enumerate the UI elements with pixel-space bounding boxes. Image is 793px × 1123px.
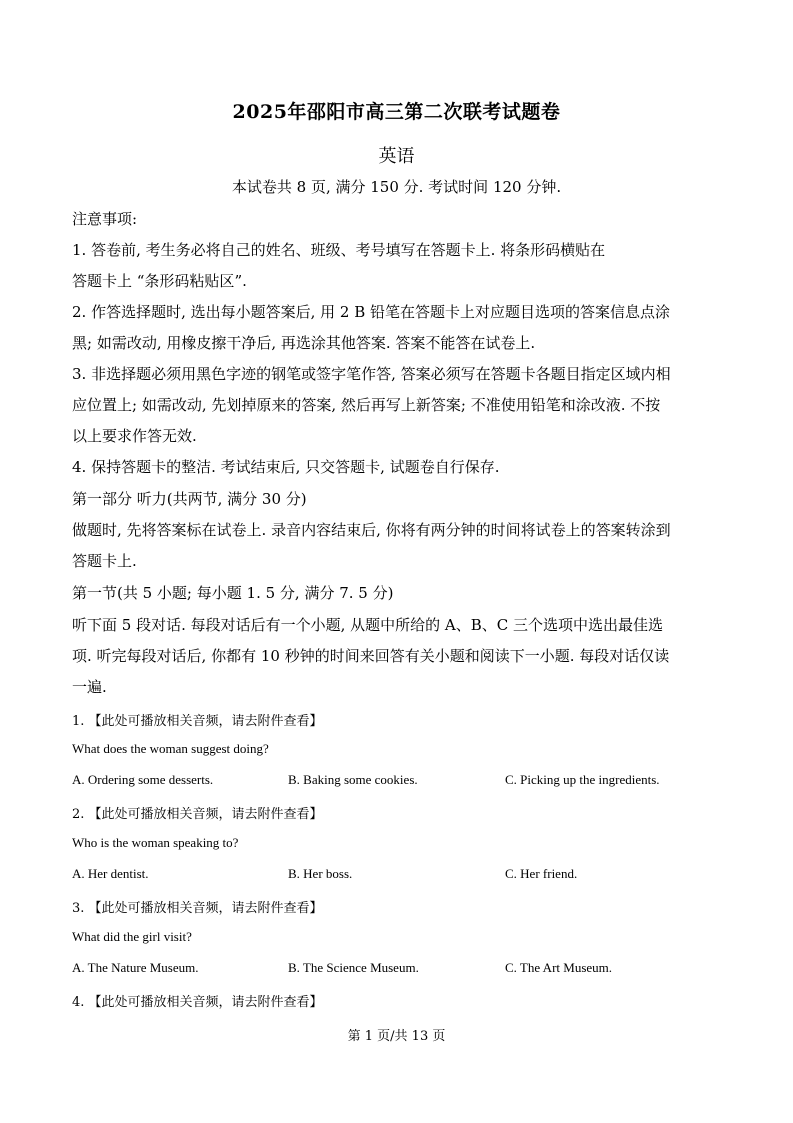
exam-intro: 本试卷共 8 页, 满分 150 分. 考试时间 120 分钟. xyxy=(231,178,562,196)
question-2-text: Who is the woman speaking to? xyxy=(72,835,239,850)
question-2-option-a: A. Her dentist. xyxy=(72,866,149,881)
subject-title: 英语 xyxy=(378,146,415,167)
question-3-option-a: A. The Nature Museum. xyxy=(72,960,199,975)
section1-desc-b: 项. 听完每段对话后, 你都有 10 秒钟的时间来回答有关小题和阅读下一小题. 每段对话仅读 xyxy=(72,647,670,665)
section1-heading: 第一节(共 5 小题; 每小题 1. 5 分, 满分 7. 5 分) xyxy=(72,584,394,602)
part1-desc-a: 做题时, 先将答案标在试卷上. 录音内容结束后, 你将有两分钟的时间将试卷上的答案转涂到 xyxy=(72,521,671,539)
note-item-2b: 黑; 如需改动, 用橡皮擦干净后, 再选涂其他答案. 答案不能答在试卷上. xyxy=(72,334,536,352)
question-1-option-c: C. Picking up the ingredients. xyxy=(505,772,660,787)
notes-heading: 注意事项: xyxy=(72,210,138,228)
question-1-option-a: A. Ordering some desserts. xyxy=(72,772,214,787)
note-item-2a: 2. 作答选择题时, 选出每小题答案后, 用 2 B 铅笔在答题卡上对应题目选项的答案信息点涂 xyxy=(72,303,671,321)
note-item-1b: 答题卡上 “条形码粘贴区”. xyxy=(72,272,247,290)
section1-desc-c: 一遍. xyxy=(72,678,107,696)
exam-title: 2025年邵阳市高三第二次联考试题卷 xyxy=(232,101,561,123)
question-3-option-b: B. The Science Museum. xyxy=(288,960,419,975)
note-item-3a: 3. 非选择题必须用黑色字迹的钢笔或签字笔作答, 答案必须写在答题卡各题目指定区域内相 xyxy=(72,365,671,383)
page-number: 第 1 页/共 13 页 xyxy=(347,1029,446,1044)
question-2-audio-label[interactable]: 2. 【此处可播放相关音频，请去附件查看】 xyxy=(72,807,323,822)
question-3-text: What did the girl visit? xyxy=(72,929,192,944)
question-1-text: What does the woman suggest doing? xyxy=(72,741,269,756)
note-item-1a: 1. 答卷前, 考生务必将自己的姓名、班级、考号填写在答题卡上. 将条形码横贴在 xyxy=(72,241,606,259)
note-item-3c: 以上要求作答无效. xyxy=(72,427,197,445)
section1-desc-a: 听下面 5 段对话. 每段对话后有一个小题, 从题中所给的 A、B、C 三个选项中选出最佳选 xyxy=(72,616,664,634)
note-item-4: 4. 保持答题卡的整洁. 考试结束后, 只交答题卡, 试题卷自行保存. xyxy=(72,458,500,476)
question-1-option-b: B. Baking some cookies. xyxy=(288,772,418,787)
part1-desc-b: 答题卡上. xyxy=(72,552,137,570)
part1-heading: 第一部分 听力(共两节, 满分 30 分) xyxy=(72,490,307,508)
question-4-audio-label[interactable]: 4. 【此处可播放相关音频，请去附件查看】 xyxy=(72,995,323,1010)
question-2-option-b: B. Her boss. xyxy=(288,866,353,881)
question-1-audio-label[interactable]: 1. 【此处可播放相关音频，请去附件查看】 xyxy=(72,714,323,729)
note-item-3b: 应位置上; 如需改动, 先划掉原来的答案, 然后再写上新答案; 不准使用铅笔和涂改液. 不按 xyxy=(72,396,661,414)
question-2-option-c: C. Her friend. xyxy=(505,866,578,881)
question-3-audio-label[interactable]: 3. 【此处可播放相关音频，请去附件查看】 xyxy=(72,901,323,916)
question-3-option-c: C. The Art Museum. xyxy=(505,960,613,975)
